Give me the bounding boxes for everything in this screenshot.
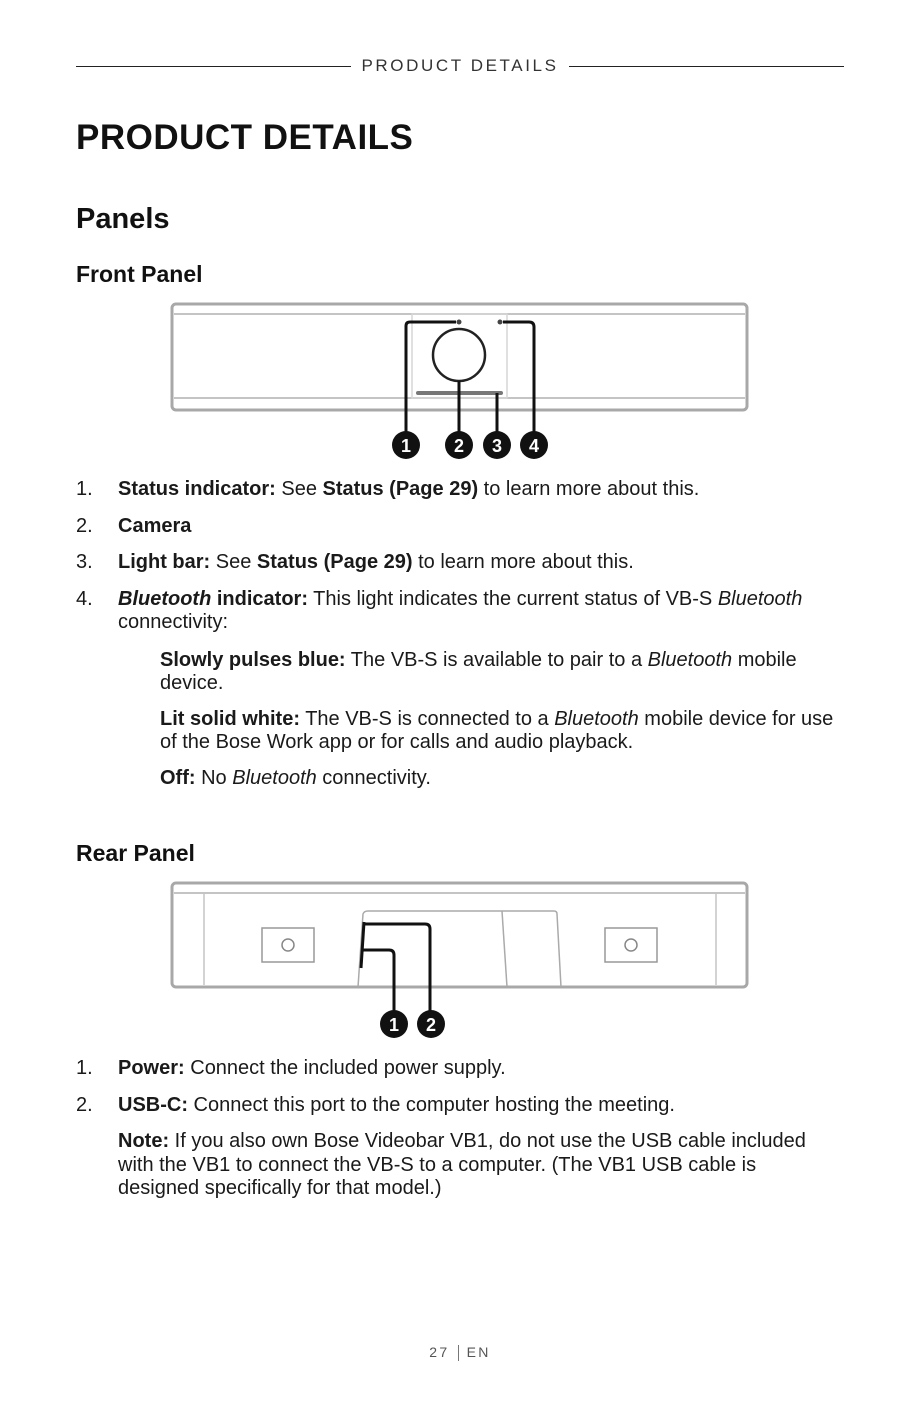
section-title: Panels: [76, 203, 170, 235]
list-item: [76, 588, 836, 635]
svg-text:2: 2: [453, 436, 465, 456]
state-text: No: [195, 766, 233, 789]
item-text-italic: Bluetooth: [717, 587, 803, 610]
state-text-italic: Bluetooth: [554, 707, 639, 730]
footer-separator: [458, 1345, 459, 1361]
svg-text:3: 3: [491, 436, 503, 456]
mount-hole-right: [605, 928, 657, 962]
rear-panel-list: [76, 1057, 836, 1201]
item-term: Power:: [118, 1057, 185, 1079]
state-text-italic: Bluetooth: [232, 766, 317, 789]
item-text: connectivity:: [118, 611, 229, 633]
state-label: Lit solid white:: [160, 707, 300, 730]
item-text: Connect this port to the computer hosting the meeting.: [188, 1093, 675, 1116]
callout-2: [445, 431, 473, 459]
running-header: [76, 54, 844, 78]
item-term: Status indicator:: [118, 478, 276, 500]
state-item: [160, 708, 836, 755]
item-number: 2.: [76, 514, 93, 537]
mount-hole-left: [262, 928, 314, 962]
status-indicator-led: [457, 320, 462, 325]
rear-panel-diagram: [160, 876, 760, 1046]
page-reference: Status (Page 29): [256, 551, 413, 573]
note-text: If you also own Bose Videobar VB1, do not use the USB cable included with the VB1 to connect the VB-S to a computer. (The VB1 USB cable is designed specifically for that model.): [118, 1130, 806, 1199]
rear-panel-outline: [172, 883, 747, 987]
item-text: to learn more about this.: [412, 551, 634, 573]
header-rule-left: [76, 66, 351, 67]
state-text: mobile device.: [160, 648, 797, 694]
note-label: Note:: [118, 1130, 170, 1152]
page-footer: [0, 1344, 920, 1361]
list-item: [76, 551, 836, 575]
state-label: Off:: [160, 766, 196, 789]
camera-lens: [433, 329, 485, 381]
front-panel-list: [76, 478, 836, 802]
item-text: See: [210, 551, 257, 573]
item-number: 1.: [76, 1057, 93, 1079]
item-text: Connect the included power supply.: [184, 1057, 506, 1079]
bluetooth-states: [76, 649, 836, 791]
list-item: [76, 1057, 836, 1081]
callout-2: [417, 1010, 445, 1038]
item-text: to learn more about this.: [478, 478, 700, 500]
svg-text:4: 4: [528, 436, 540, 456]
item-number: 1.: [76, 478, 93, 500]
state-text: connectivity.: [316, 766, 431, 789]
item-term: Light bar:: [118, 551, 211, 573]
item-term: Camera: [118, 514, 192, 537]
callout-1: [392, 431, 420, 459]
language-code: EN: [466, 1344, 491, 1360]
list-item: [76, 515, 836, 539]
callout-3: [483, 431, 511, 459]
svg-text:2: 2: [425, 1015, 437, 1035]
callout-4: [520, 431, 548, 459]
state-text: The VB-S is connected to a: [300, 707, 555, 730]
item-number: 4.: [76, 587, 93, 610]
state-text: mobile device for use of the Bose Work app or for calls and audio playback.: [160, 707, 834, 753]
state-label: Slowly pulses blue:: [160, 648, 346, 671]
item-term: indicator:: [211, 587, 308, 610]
running-header-title: PRODUCT DETAILS: [361, 56, 559, 75]
front-panel-title: Front Panel: [76, 261, 203, 287]
state-item: [160, 767, 836, 791]
state-text-italic: Bluetooth: [647, 648, 733, 671]
svg-text:1: 1: [388, 1015, 400, 1035]
list-item: [76, 478, 836, 502]
callout-1: [380, 1010, 408, 1038]
item-text: This light indicates the current status of VB-S: [307, 587, 718, 610]
item-text: See: [275, 478, 323, 500]
list-item: [76, 1094, 836, 1118]
state-text: The VB-S is available to pair to a: [345, 648, 648, 671]
page-title: PRODUCT DETAILS: [76, 118, 414, 157]
note: [76, 1130, 836, 1201]
page-number: 27: [429, 1344, 450, 1360]
header-rule-right: [569, 66, 844, 67]
bluetooth-indicator-led: [498, 320, 503, 325]
item-term: USB-C:: [118, 1093, 188, 1116]
rear-panel-title: Rear Panel: [76, 840, 195, 866]
svg-text:1: 1: [400, 436, 412, 456]
state-item: [160, 649, 836, 696]
item-term-italic: Bluetooth: [118, 587, 212, 610]
item-number: 2.: [76, 1093, 93, 1116]
front-panel-diagram: [160, 298, 760, 468]
item-number: 3.: [76, 551, 93, 573]
page-reference: Status (Page 29): [322, 478, 479, 500]
